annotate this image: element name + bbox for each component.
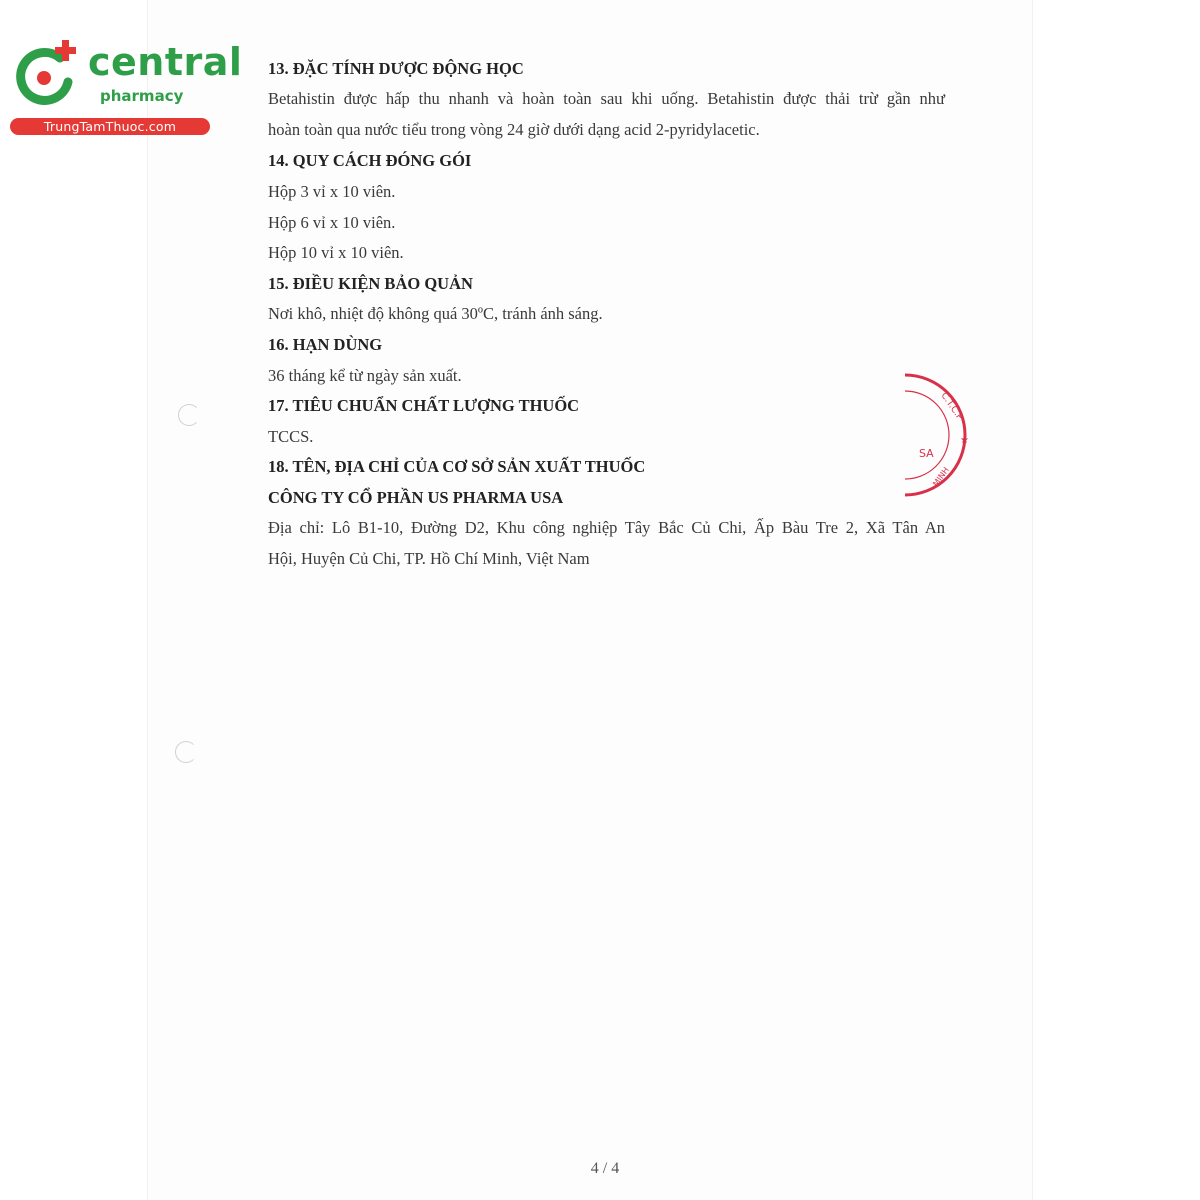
packaging-item: Hộp 6 vỉ x 10 viên. [268, 213, 396, 232]
svg-text:SA: SA [919, 447, 934, 460]
page-number: 4 / 4 [590, 1160, 620, 1177]
brand-site-badge: TrungTamThuoc.com [10, 118, 210, 135]
svg-text:MINH: MINH [931, 465, 951, 489]
section-13-text-line-2: hoàn toàn qua nước tiểu trong vòng 24 giờ dưới dạng acid 2-pyridylacetic. [268, 120, 760, 139]
company-stamp [905, 365, 969, 505]
stamp-seal-icon [905, 365, 969, 505]
punch-hole [175, 741, 197, 763]
document-page [148, 0, 1032, 1200]
svg-text:★: ★ [960, 435, 969, 446]
brand-subtitle: pharmacy [100, 87, 184, 105]
section-13-text-line-1: Betahistin được hấp thu nhanh và hoàn toàn sau khi uống. Betahistin được thải trừ gần như [268, 89, 945, 108]
storage-text: Nơi khô, nhiệt độ không quá 30ºC, tránh ánh sáng. [268, 304, 603, 323]
section-13-heading: 13. ĐẶC TÍNH DƯỢC ĐỘNG HỌC [268, 59, 524, 78]
brand-name: central [88, 40, 243, 84]
section-17-heading: 17. TIÊU CHUẨN CHẤT LƯỢNG THUỐC [268, 396, 580, 415]
section-16-heading: 16. HẠN DÙNG [268, 335, 383, 354]
pharmacy-cross-icon [10, 38, 86, 108]
section-14-heading: 14. QUY CÁCH ĐÓNG GÓI [268, 151, 472, 170]
punch-hole [178, 404, 200, 426]
section-18-heading: 18. TÊN, ĐỊA CHỈ CỦA CƠ SỞ SẢN XUẤT THUỐC [268, 457, 646, 476]
manufacturer-address-line-1: Địa chỉ: Lô B1-10, Đường D2, Khu công nghiệp Tây Bắc Củ Chi, Ấp Bàu Tre 2, Xã Tân An [268, 518, 945, 537]
shelf-life-text: 36 tháng kể từ ngày sản xuất. [268, 366, 462, 385]
quality-standard-text: TCCS. [268, 427, 314, 446]
packaging-item: Hộp 3 vỉ x 10 viên. [268, 182, 396, 201]
packaging-item: Hộp 10 vỉ x 10 viên. [268, 243, 404, 262]
manufacturer-address-line-2: Hội, Huyện Củ Chi, TP. Hồ Chí Minh, Việt Nam [268, 549, 590, 568]
manufacturer-name: CÔNG TY CỔ PHẦN US PHARMA USA [268, 488, 564, 507]
svg-text:C.T.C.P: C.T.C.P [938, 390, 965, 423]
section-15-heading: 15. ĐIỀU KIỆN BẢO QUẢN [268, 274, 473, 293]
brand-logo [10, 38, 243, 138]
